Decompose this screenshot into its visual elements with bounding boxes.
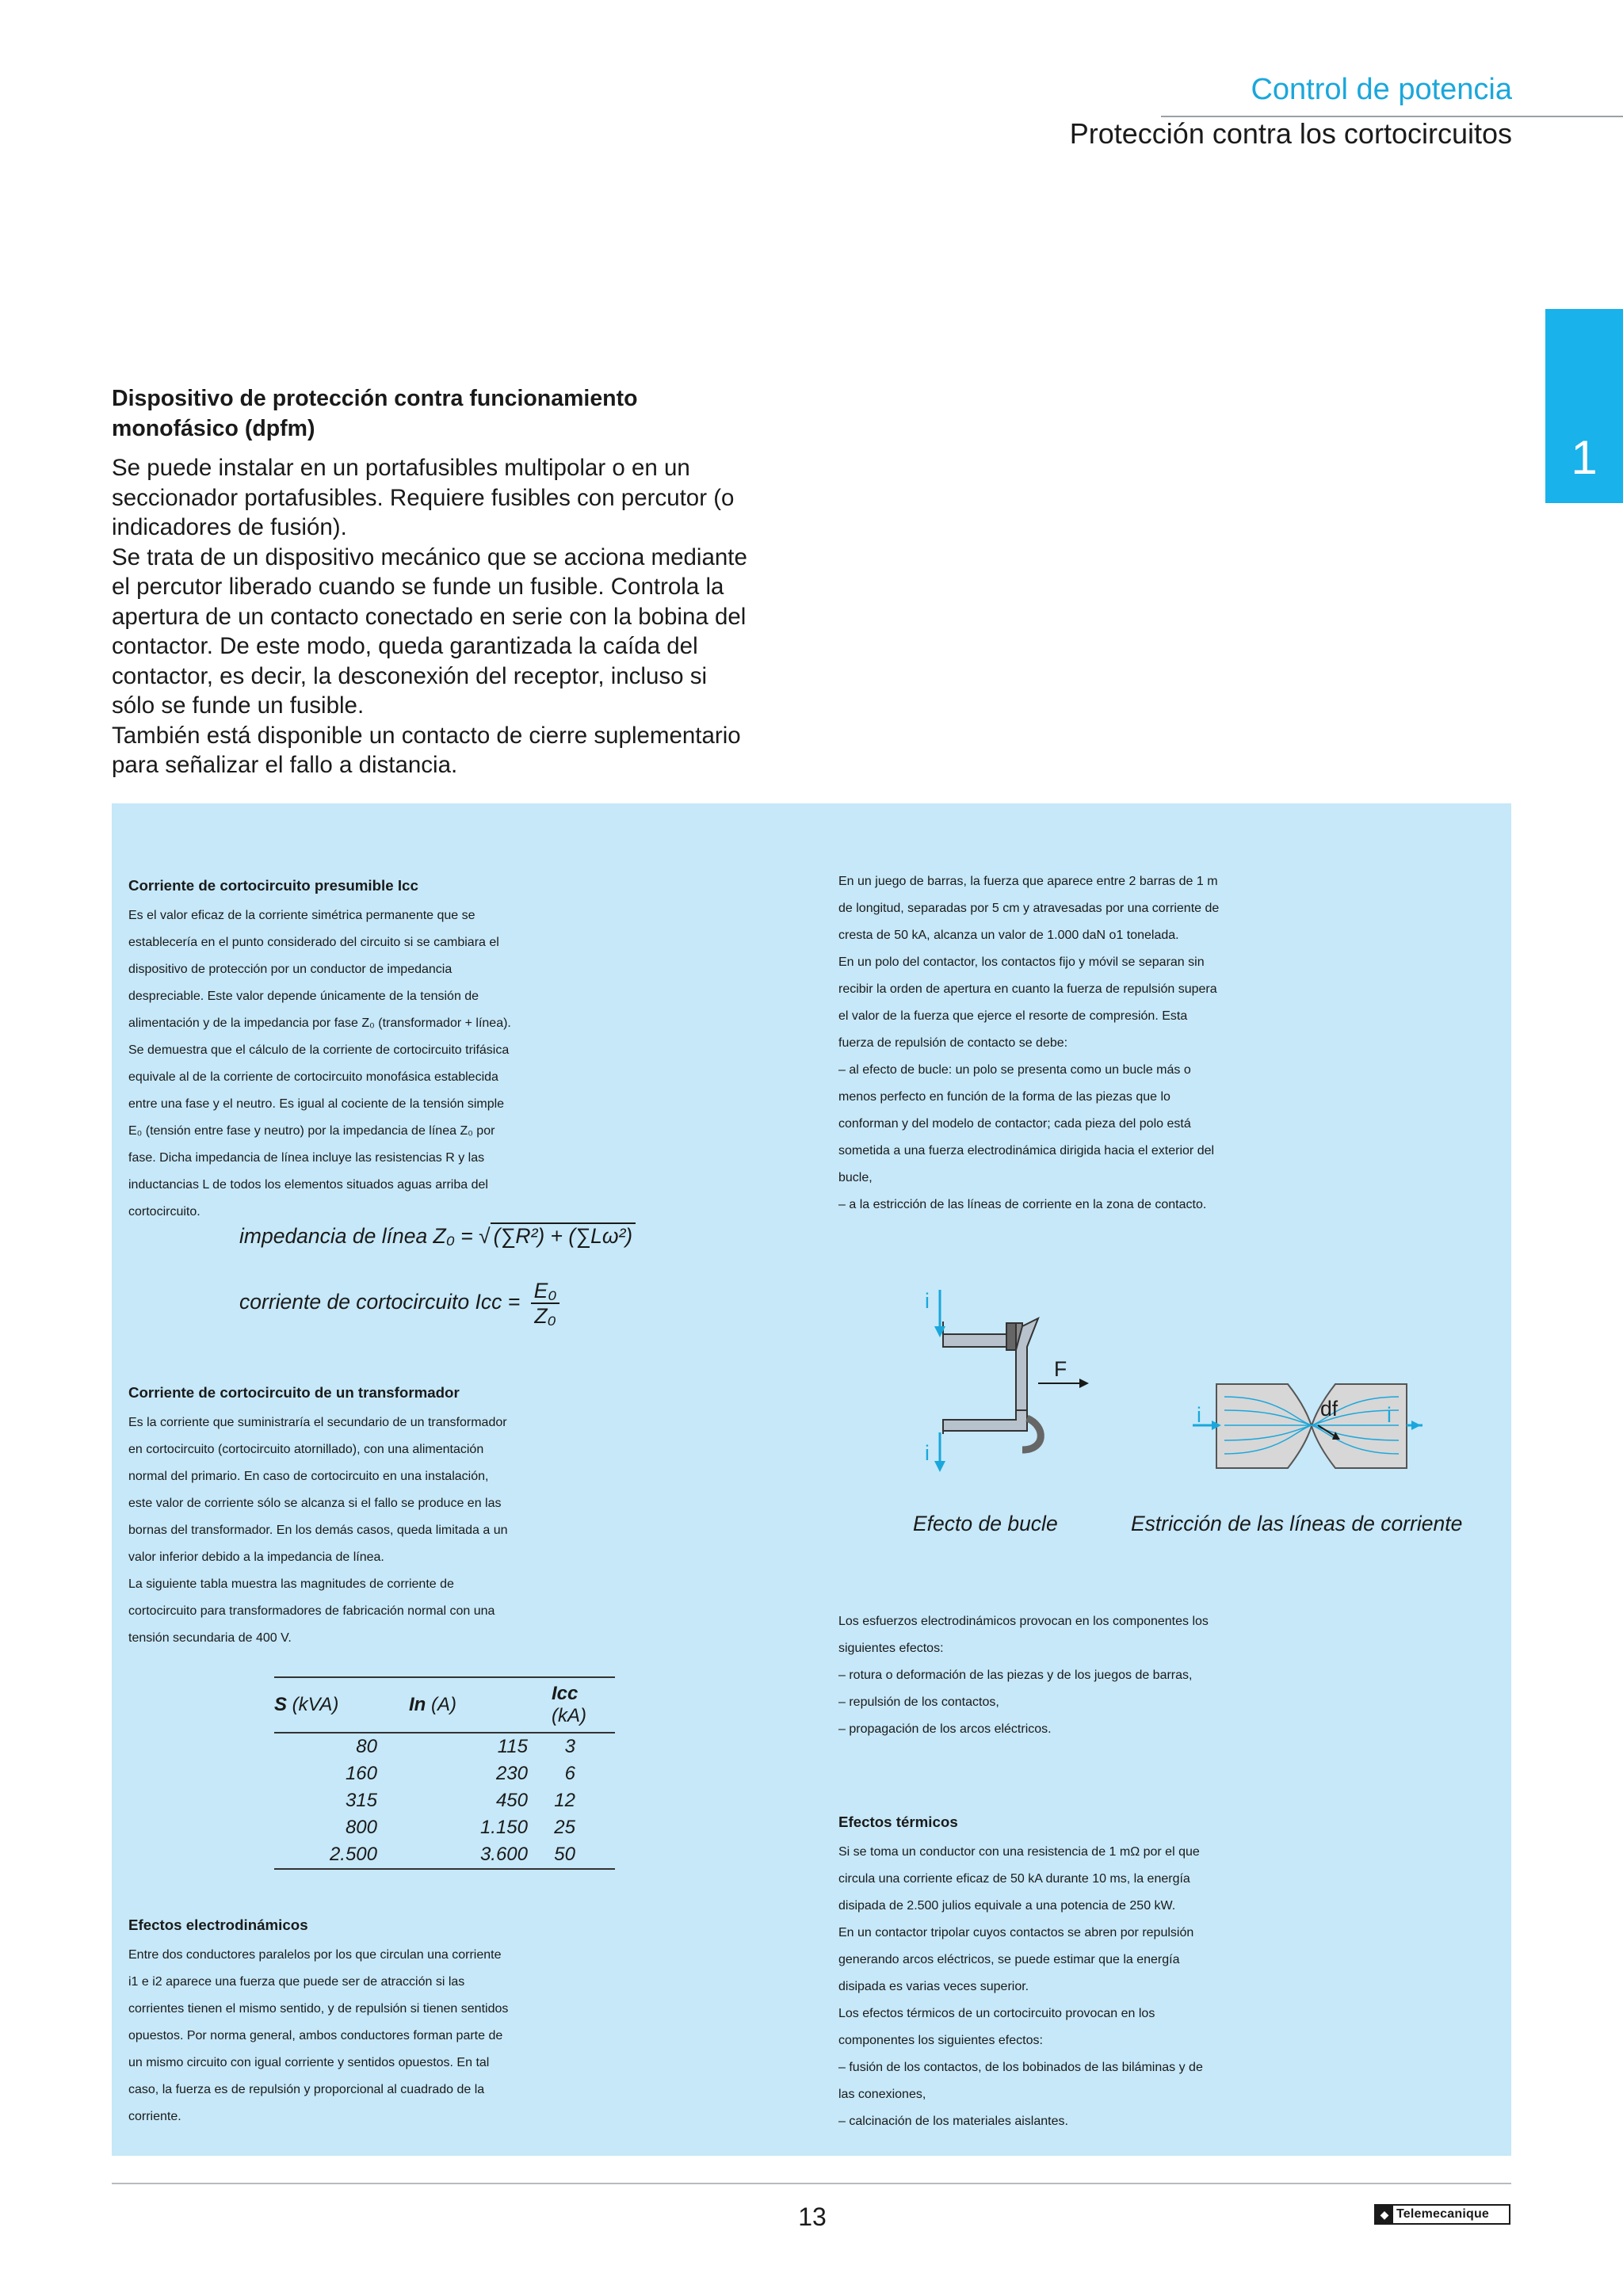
text-line: La siguiente tabla muestra las magnitudes de corriente de (128, 1577, 454, 1592)
transformer-heading: Corriente de cortocircuito de un transformador (128, 1383, 460, 1401)
table-cell: 3 (564, 1736, 575, 1757)
fraction: $\frac{\text{E₀}}{\text{Z₀}}$ (531, 1279, 560, 1328)
electrodynamic-text (128, 1948, 802, 2124)
icc-heading: Corriente de cortocircuito presumible Icc (128, 876, 418, 894)
text-line: sometida a una fuerza electrodinámica dirigida hacia el exterior del (838, 1144, 1215, 1158)
text-line: el percutor liberado cuando se funde un fusible. Controla la (112, 574, 724, 600)
busbar-section (838, 862, 1512, 1225)
text-line: inductancias L de todos los elementos situados aguas arriba del (128, 1178, 488, 1192)
text-line: disipada de 2.500 julios equivale a una potencia de 250 kW. (838, 1899, 1176, 1913)
text-line: equivale al de la corriente de cortocircuito monofásica establecida (128, 1070, 498, 1085)
table-cell: 1.150 (479, 1817, 528, 1838)
text-line: cortocircuito para transformadores de fabricación normal con una (128, 1604, 495, 1619)
text-line: generando arcos eléctricos, se puede estimar que la energía (838, 1953, 1180, 1967)
table-row (274, 1760, 615, 1787)
table-cell: 800 (345, 1817, 377, 1838)
busbar-text (838, 875, 1512, 1212)
text-line: opuestos. Por norma general, ambos conductores forman parte de (128, 2029, 503, 2043)
section-title: Control de potencia (1251, 73, 1512, 106)
text-line: – propagación de los arcos eléctricos. (838, 1722, 1052, 1736)
text-line: – repulsión de los contactos, (838, 1695, 999, 1709)
electrodynamic-section (128, 1901, 802, 2137)
text-line: – al efecto de bucle: un polo se presenta como un bucle más o (838, 1063, 1191, 1077)
table-cell: 6 (564, 1763, 575, 1784)
table-cell: 230 (495, 1763, 528, 1784)
text-line: alimentación y de la impedancia por fase Z₀ (transformador + línea). (128, 1016, 511, 1031)
text-line: cortocircuito. (128, 1205, 200, 1219)
text-line: bucle, (838, 1171, 873, 1184)
text-line: Los efectos térmicos de un cortocircuito provocan en los (838, 2007, 1155, 2021)
text-line: disipada es varias veces superior. (838, 1980, 1029, 1994)
thermal-heading: Efectos térmicos (838, 1813, 958, 1830)
text-line: E₀ (tensión entre fase y neutro) por la impedancia de línea Z₀ por (128, 1124, 495, 1138)
stric-label-df: df (1320, 1397, 1338, 1421)
text-line: componentes los siguientes efectos: (838, 2034, 1043, 2048)
text-line: corrientes tienen el mismo sentido, y de repulsión si tienen sentidos (128, 2002, 509, 2016)
text-line: bornas del transformador. En los demás casos, queda limitada a un (128, 1524, 508, 1538)
text-line: un mismo circuito con igual corriente y sentidos opuestos. En tal (128, 2056, 490, 2070)
table-row (274, 1787, 615, 1814)
electrodynamic-heading: Efectos electrodinámicos (128, 1916, 308, 1933)
text-line: circula una corriente eficaz de 50 kA durante 10 ms, la energía (838, 1872, 1190, 1886)
current-formula: corriente de cortocircuito Icc = $\frac{\text{E₀}}{\text{Z₀}}$ (239, 1279, 559, 1328)
text-line: normal del primario. En caso de cortocircuito en una instalación, (128, 1470, 489, 1484)
text-line: valor inferior debido a la impedancia de línea. (128, 1550, 384, 1565)
transformer-section (128, 1369, 802, 1658)
thermal-section (838, 1798, 1512, 2142)
col-header-s: S (kVA) (274, 1677, 409, 1733)
transformer-text (128, 1416, 802, 1646)
table-cell: 160 (345, 1763, 377, 1784)
loop-effect-diagram (911, 1283, 1102, 1474)
text-line: Se demuestra que el cálculo de la corriente de cortocircuito trifásica (128, 1043, 510, 1058)
text-line: Los esfuerzos electrodinámicos provocan en los componentes los (838, 1615, 1209, 1628)
icc-text (128, 909, 802, 1219)
table-cell: 2.500 (274, 1841, 409, 1869)
loop-label-force: F (1054, 1357, 1067, 1381)
table-header-row (274, 1677, 615, 1733)
intro-heading: Dispositivo de protección contra funcionamiento monofásico (dpfm) (112, 386, 638, 441)
text-line: – rotura o deformación de las piezas y de los juegos de barras, (838, 1669, 1193, 1682)
table-cell: 3.600 (409, 1841, 552, 1869)
text-line: contactor, es decir, la desconexión del receptor, incluso si (112, 662, 708, 689)
text-line: – fusión de los contactos, de los bobinados de las biláminas y de (838, 2061, 1203, 2075)
text-line: Si se toma un conductor con una resistencia de 1 mΩ por el que (838, 1845, 1200, 1859)
table-cell: 315 (345, 1790, 377, 1811)
intro-text (112, 453, 801, 780)
text-line: el valor de la fuerza que ejerce el resorte de compresión. Esta (838, 1009, 1188, 1023)
intro-section (112, 383, 801, 780)
brand-name: Telemecanique (1396, 2207, 1490, 2221)
text-line: conforman y del modelo de contactor; cada pieza del polo está (838, 1117, 1191, 1131)
text-line: menos perfecto en función de la forma de las piezas que lo (838, 1090, 1170, 1104)
text-line: Se puede instalar en un portafusibles multipolar o en un (112, 455, 690, 481)
table-cell: 115 (497, 1736, 528, 1757)
table-row (274, 1841, 615, 1869)
text-line: de longitud, separadas por 5 cm y atravesadas por una corriente de (838, 902, 1220, 915)
text-line: dispositivo de protección por un conductor de impedancia (128, 963, 453, 977)
text-line: En un juego de barras, la fuerza que aparece entre 2 barras de 1 m (838, 875, 1218, 888)
col-header-in: In (A) (409, 1677, 552, 1733)
stresses-text (838, 1615, 1512, 1737)
text-line: Es el valor eficaz de la corriente simétrica permanente que se (128, 909, 475, 923)
text-line: En un polo del contactor, los contactos fijo y móvil se separan sin (838, 955, 1205, 969)
thermal-text (838, 1845, 1512, 2129)
text-line: fuerza de repulsión de contacto se debe: (838, 1036, 1068, 1050)
text-line: Es la corriente que suministraría el secundario de un transformador (128, 1416, 507, 1430)
sqrt-icon: √ (479, 1224, 491, 1248)
text-line: tensión secundaria de 400 V. (128, 1631, 292, 1646)
table-cell: 25 (554, 1817, 575, 1838)
text-line: recibir la orden de apertura en cuanto la fuerza de repulsión supera (838, 982, 1217, 996)
loop-label-i-top: i (925, 1289, 930, 1313)
text-line: También está disponible un contacto de cierre suplementario (112, 722, 741, 749)
text-line: – calcinación de los materiales aislantes. (838, 2115, 1068, 2129)
col-header-icc: Icc (kA) (552, 1677, 615, 1733)
striction-caption: Estricción de las líneas de corriente (1131, 1512, 1463, 1535)
text-line: en cortocircuito (cortocircuito atornillado), con una alimentación (128, 1443, 484, 1457)
text-line: indicadores de fusión). (112, 514, 347, 540)
impedance-formula: impedancia de línea Z₀ = √ (∑R²) + (∑Lω²) (239, 1223, 636, 1249)
text-line: este valor de corriente sólo se alcanza si el fallo se produce en las (128, 1497, 502, 1511)
page-number: 13 (798, 2203, 827, 2231)
stric-label-i-right: i (1387, 1403, 1392, 1427)
page-title: Protección contra los cortocircuitos (1069, 117, 1512, 150)
text-line: establecería en el punto considerado del circuito si se cambiara el (128, 936, 499, 950)
brand-mark-icon: ◆ (1376, 2206, 1393, 2223)
brand-logo (1374, 2204, 1510, 2225)
text-line: Se trata de un dispositivo mecánico que se acciona mediante (112, 543, 747, 570)
text-line: En un contactor tripolar cuyos contactos se abren por repulsión (838, 1926, 1194, 1940)
text-line: entre una fase y el neutro. Es igual al cociente de la tensión simple (128, 1097, 505, 1112)
stresses-section (838, 1602, 1512, 1749)
text-line: apertura de un contacto conectado en serie con la bobina del (112, 603, 747, 630)
table-cell: 80 (356, 1736, 377, 1757)
text-line: siguientes efectos: (838, 1642, 944, 1655)
text-line: las conexiones, (838, 2088, 926, 2102)
text-line: corriente. (128, 2110, 181, 2124)
loop-caption: Efecto de bucle (913, 1512, 1058, 1535)
table-row (274, 1814, 615, 1841)
text-line: i1 e i2 aparece una fuerza que puede ser de atracción si las (128, 1975, 465, 1989)
text-line: sólo se funde un fusible. (112, 692, 365, 719)
text-line: – a la estricción de las líneas de corriente en la zona de contacto. (838, 1198, 1207, 1211)
text-line: caso, la fuerza es de repulsión y proporcional al cuadrado de la (128, 2083, 485, 2097)
table-row (274, 1733, 615, 1760)
table-cell: 50 (552, 1841, 615, 1869)
text-line: cresta de 50 kA, alcanza un valor de 1.000 daN o1 tonelada. (838, 929, 1179, 942)
text-line: seccionador portafusibles. Requiere fusibles con percutor (o (112, 484, 735, 511)
text-line: contactor. De este modo, queda garantizada la caída del (112, 633, 698, 659)
text-line: despreciable. Este valor depende únicamente de la tensión de (128, 990, 479, 1004)
icc-table (274, 1676, 615, 1870)
footer-rule (112, 2183, 1511, 2184)
text-line: para señalizar el fallo a distancia. (112, 752, 458, 778)
stric-label-i-left: i (1197, 1403, 1201, 1427)
table-cell: 450 (495, 1790, 528, 1811)
text-line: Entre dos conductores paralelos por los que circulan una corriente (128, 1948, 502, 1962)
chapter-number: 1 (1571, 431, 1598, 484)
text-line: fase. Dicha impedancia de línea incluye las resistencias R y las (128, 1151, 485, 1165)
loop-label-i-bottom: i (925, 1441, 930, 1465)
icc-section (128, 862, 802, 1232)
table-cell: 12 (554, 1790, 575, 1811)
